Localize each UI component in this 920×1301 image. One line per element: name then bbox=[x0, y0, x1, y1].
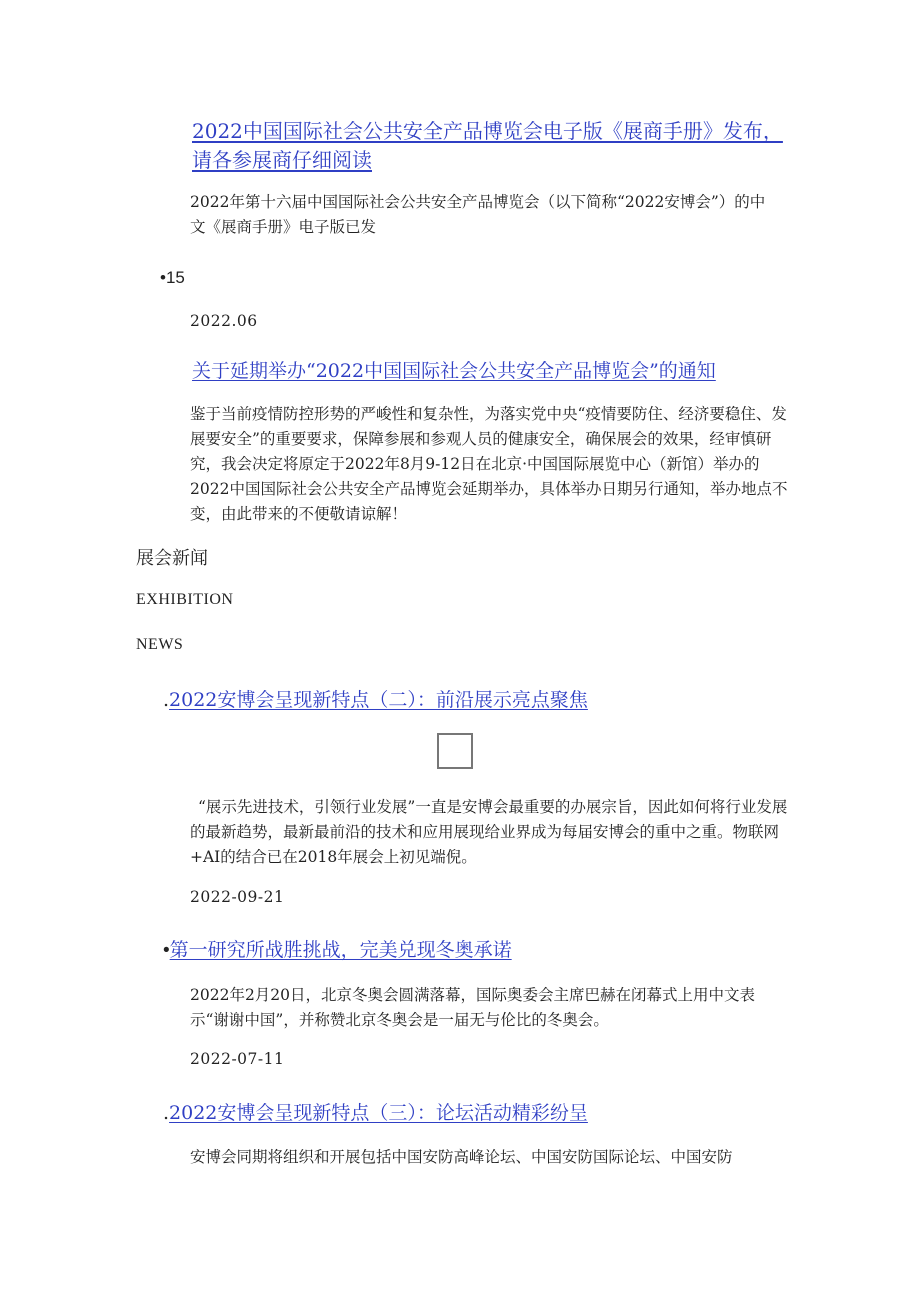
notice-summary: 鉴于当前疫情防控形势的严峻性和复杂性，为落实党中央“疫情要防住、经济要稳住、发展要安全”的重要要求，保障参展和参观人员的健康安全，确保展会的效果，经审慎研究，我会决定将原定于2022年8月9-12日在北京·中国国际展览中心（新馆）举办的2022中国国际社会公共安全产品博览会延期举办，具体举办日期另行通知，举办地点不变，由此带来的不便敬请谅解！ bbox=[190, 405, 788, 523]
section-title: 展会新闻 bbox=[136, 548, 208, 569]
news-date: 2022-07-11 bbox=[190, 1050, 285, 1068]
news-summary: “展示先进技术，引领行业发展”一直是安博会最重要的办展宗旨，因此如何将行业发展的最新趋势，最新最前沿的技术和应用展现给业界成为每届安博会的重中之重。物联网+AI的结合已在2018年展会上初见端倪。 bbox=[190, 798, 788, 866]
section-subtitle-en: NEWS bbox=[136, 636, 184, 653]
section-subtitle-en: EXHIBITION bbox=[136, 591, 234, 608]
news-title-link[interactable]: 2022安博会呈现新特点（三）：论坛活动精彩纷呈 bbox=[169, 1102, 588, 1124]
news-summary: 安博会同期将组织和开展包括中国安防高峰论坛、中国安防国际论坛、中国安防 bbox=[190, 1148, 733, 1166]
notice-title-link[interactable]: 关于延期举办“2022中国国际社会公共安全产品博览会”的通知 bbox=[192, 360, 716, 382]
news-title-link[interactable]: 2022安博会呈现新特点（二）：前沿展示亮点聚焦 bbox=[169, 689, 588, 711]
list-marker: . bbox=[163, 689, 170, 711]
notice-summary: 2022年第十六届中国国际社会公共安全产品博览会（以下简称“2022安博会”）的中文《展商手册》电子版已发 bbox=[190, 193, 766, 236]
notice-title-link[interactable]: 2022中国国际社会公共安全产品博览会电子版《展商手册》发布，请各参展商仔细阅读 bbox=[192, 119, 783, 172]
news-item bbox=[163, 685, 588, 712]
news-item bbox=[163, 935, 512, 962]
notice-date: 2022.06 bbox=[190, 312, 258, 330]
list-marker: • bbox=[163, 940, 170, 961]
news-title-link[interactable]: 第一研究所战胜挑战，完美兑现冬奥承诺 bbox=[169, 939, 512, 961]
news-date: 2022-09-21 bbox=[190, 888, 285, 906]
day-marker: •15 bbox=[160, 268, 185, 287]
image-placeholder-icon bbox=[437, 733, 473, 769]
news-summary: 2022年2月20日，北京冬奥会圆满落幕，国际奥委会主席巴赫在闭幕式上用中文表示“谢谢中国”，并称赞北京冬奥会是一届无与伦比的冬奥会。 bbox=[190, 986, 756, 1029]
news-item bbox=[163, 1098, 588, 1125]
list-marker: . bbox=[163, 1102, 170, 1124]
